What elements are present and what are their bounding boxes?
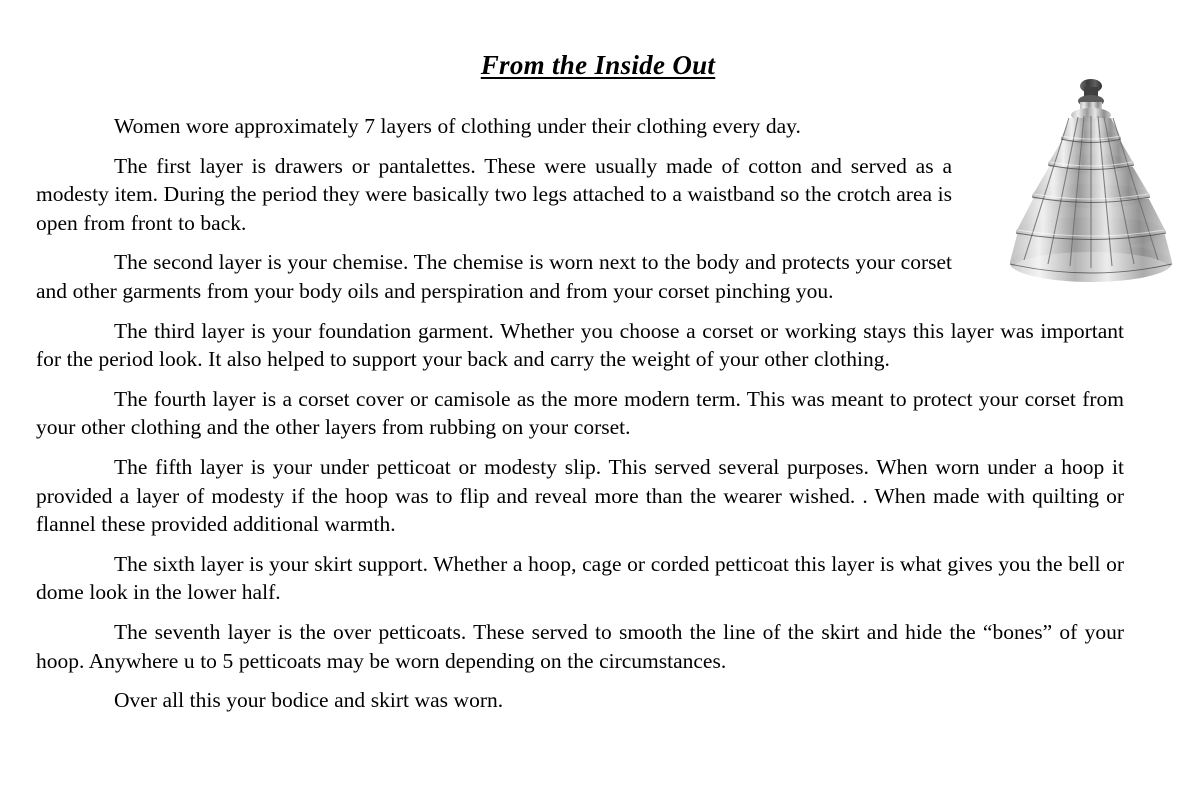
paragraph: The fifth layer is your under petticoat or modesty slip. This served several purposes. When worn under a hoop it provided a layer of modesty if the hoop was to flip and reveal more than the wearer wished. . When made with quilting or flannel these provided additional warmth.: [36, 454, 1124, 537]
paragraph: The sixth layer is your skirt support. Whether a hoop, cage or corded petticoat this layer is what gives you the bell or dome look in the lower half.: [36, 551, 1124, 605]
paragraph: The first layer is drawers or pantalettes. These were usually made of cotton and served as a modesty item. During the period they were basically two legs attached to a waistband so the crotch area is open from front to back.: [36, 153, 952, 235]
paragraph: Women wore approximately 7 layers of clothing under their clothing every day.: [114, 114, 801, 138]
paragraph: The fourth layer is a corset cover or camisole as the more modern term. This was meant to protect your corset from your other clothing and the other layers from rubbing on your corset.: [36, 386, 1124, 440]
document-body: [36, 112, 1124, 726]
paragraph: Over all this your bodice and skirt was worn.: [114, 688, 504, 713]
page-title-text: From the Inside Out: [480, 50, 716, 80]
paragraph: The seventh layer is the over petticoats. These served to smooth the line of the skirt and hide the “bones” of your hoop. Anywhere u to 5 petticoats may be worn depending on the circumstances.: [36, 619, 1124, 673]
paragraph: The third layer is your foundation garment. Whether you choose a corset or working stays this layer was important for the period look. It also helped to support your back and carry the weight of your other clothing.: [36, 318, 1124, 372]
page-title: [0, 50, 1196, 81]
paragraph: The second layer is your chemise. The chemise is worn next to the body and protects your corset and other garments from your body oils and perspiration and from your corset pinching you.: [36, 250, 952, 303]
